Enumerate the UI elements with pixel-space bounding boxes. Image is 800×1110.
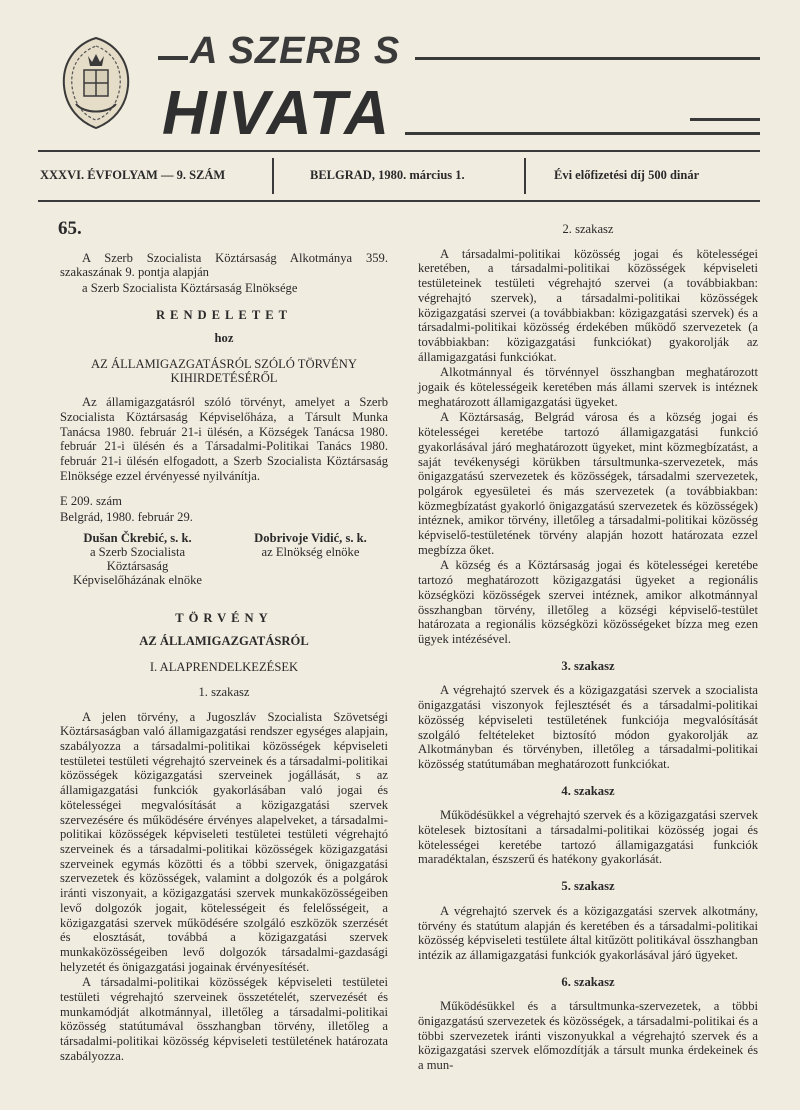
law-title: AZ ÁLLAMIGAZGATÁSRÓL [139, 633, 309, 648]
coat-of-arms-icon [58, 34, 134, 132]
section-4-heading: 4. szakasz [561, 783, 615, 798]
section-5-heading: 5. szakasz [561, 879, 615, 894]
section-2-paragraph-2: Alkotmánnyal és törvénnyel összhangban meghatározott jogaik és kötelességeik keretében más állami szervek is intéznek meghatározott államigazgatási ügyeket. [418, 365, 758, 409]
masthead-rule [405, 132, 760, 135]
section-1-paragraph-2: A társadalmi-politikai közösségek képviseleti testületei testületi végrehajtó szerveinek összetételét, szervezését és munkamódját alkotmánnyal, illetőleg a társadalmi-politikai közösség statútumával összhangban törvény, illetőleg a társadalmi-politikai közösség képviseleti testületének határozata szabályozza. [60, 975, 388, 1063]
section-3-paragraph-1: A végrehajtó szervek és a közigazgatási szervek a szocialista önigazgatási viszonyok fejlesztését és a társadalmi-politikai közösség képviseleti testületének funkciója megvalósítását szolgáló feltételeket biztosító módon gyakorolják az Alkotmányban és törvényben, illetőleg a társadalmi-politikai közösség statútumában meghatározott funkciókat. [418, 683, 758, 771]
signature-2-role: az Elnökség elnöke [261, 544, 360, 559]
signature-1-name: Dušan Čkrebić, s. k. [83, 530, 192, 545]
signature-1 [60, 531, 215, 587]
decree-heading: RENDELETET [155, 307, 293, 322]
section-4-paragraph-1: Működésükkel a végrehajtó szervek és a közigazgatási szervek kötelesek biztosítani a társadalmi-politikai közösség jogai és kötelességei keretébe tartozó államigazgatási funkciók maradéktalan, észszerű és hatékony gyakorlását. [418, 808, 758, 867]
decree-title: AZ ÁLLAMIGAZGATÁSRÓL SZÓLÓ TÖRVÉNY KIHIRDETÉSÉRŐL [91, 357, 357, 386]
reference-date: Belgrád, 1980. február 29. [60, 510, 193, 525]
law-heading: TÖRVÉNY [175, 610, 273, 625]
decree-number: 65. [58, 218, 82, 239]
decree-body: Az államigazgatásról szóló törvényt, amelyet a Szerb Szocialista Köztársaság Képviselőháza, a Társult Munka Tanácsa 1980. február 21-i ülésén, a Községek Tanácsa 1980. február 21-i ülésén és a Társadalmi-Politikai Tanács 1980. február 21-i ülésén elfogadott, a Szerb Szocialista Köztársaság Elnöksége ezzel érvényessé nyilvánítja. [60, 395, 388, 483]
section-1-paragraph-1: A jelen törvény, a Jugoszláv Szocialista Szövetségi Köztársaságban való államigazgatási rendszer egységes alapjain, szabályozza a társadalmi-politikai közösségek képviseleti testületei testületi végrehajtó szerveinek és a társadalmi-politikai közösségek közigazgatási szerveinek jogállását, s az államigazgatási funkciók gyakorlásában való jogai és kötelességei megvalósítását a közigazgatási szervek szervezésére és működésére érvényes alapelveket, a társadalmi-politikai közösségek képviseleti testületei testületi végrehajtó szerveinek és a társadalmi-politikai közösségek közigazgatási szerveinek egymás közötti és a többi szervek, önigazgatási szervezetek és közösségek, valamint a dolgozók és a polgárok iránti viszonyait, a közigazgatási szervek munkaközösségeiben levő dolgozók jogait, kötelességeit és felelősségeit, a közigazgatási szervek működésére szolgáló eszközök szerzését és elosztását, továbbá a közigazgatási szervek munkaközösségeiben levő dolgozók társadalmi-gazdasági helyzetét és önigazgatási jogainak érvényesítését. [60, 709, 388, 974]
section-5-paragraph-1: A végrehajtó szervek és a közigazgatási szervek alkotmány, törvény és statútum alapján és keretében és a társadalmi-politikai közösség képviseleti testülete által kitűzött politikával összhangban intézik az államigazgatási funkciók gyakorlásával járó ügyeket. [418, 903, 758, 962]
issue-volume: XXXVI. ÉVFOLYAM — 9. SZÁM [40, 168, 226, 182]
intro-issuer: a Szerb Szocialista Köztársaság Elnöksége [82, 281, 298, 296]
right-column [418, 220, 758, 1074]
section-2-heading: 2. szakasz [562, 222, 614, 236]
issue-place-date: BELGRAD, 1980. március 1. [310, 168, 465, 182]
left-column [60, 220, 388, 1065]
section-1-heading: 1. szakasz [198, 684, 250, 699]
masthead-title-line1: A SZERB S [190, 30, 401, 72]
signature-2-name: Dobrivoje Vidić, s. k. [254, 530, 367, 545]
section-6-heading: 6. szakasz [561, 974, 615, 989]
section-6-paragraph-1: Működésükkel és a társultmunka-szervezetek, a többi önigazgatású szervezetek és közösségek, a társadalmi-politikai és a többi szervezetek iránti viszonyukkal a végrehajtó szervek és a közigazgatási szervek előmozdítják a társult munka érdekeinek és a mun- [418, 999, 758, 1073]
info-separator [272, 158, 274, 194]
subscription-price: Évi előfizetési díj 500 dinár [554, 168, 700, 182]
info-separator [524, 158, 526, 194]
masthead-title-line2: HIVATA [162, 79, 391, 148]
section-2-paragraph-4: A község és a Köztársaság jogai és kötelességei keretébe tartozó meghatározott közigazgatási ügyeket a regionális községközi közösségek szervei intéznek, amikor alkotmánnyal összhangban törvény, illetőleg a községi képviselő-testület határozata a regionális községközi közösségeket bízza meg ezen ügyek intézésével. [418, 558, 758, 646]
intro-text: A Szerb Szocialista Köztársaság Alkotmánya 359. szakaszának 9. pontja alapján [60, 250, 388, 280]
masthead [0, 0, 800, 200]
masthead-rule [415, 57, 760, 60]
masthead-rule [690, 118, 760, 121]
masthead-rule [158, 56, 188, 60]
section-3-heading: 3. szakasz [561, 658, 615, 673]
section-2-paragraph-3: A Köztársaság, Belgrád városa és a község jogai és kötelességei keretébe tartozó államigazgatási funkció gyakorlásával járó meghatározott ügyeket, mint közmegbízatást, a saját tevékenységi körükben társultmunka-szervezetek, más önigazgatású szervezetek és közösségek, társadalmi szervezetek, polgárok egyesületei és más szervezetek (a továbbiakban: közmegbízatást gyakorló önigazgatású szervezetek és közösségek) intéznek, amikor törvény, illetőleg a társadalmi-politikai közösség képviselő-testületének törvény alapján hozott határozata ezzel megbízza őket. [418, 410, 758, 557]
signature-2 [233, 531, 388, 587]
signature-1-role: a Szerb Szocialista Köztársaság Képviselőházának elnöke [72, 544, 203, 587]
signatures [60, 531, 388, 587]
section-2-paragraph-1: A társadalmi-politikai közösség jogai és kötelességei keretében, a társadalmi-politikai közösségek képviseleti testületeinek testületi végrehajtó szervei (a továbbiakban: végrehajtó szervek), a társadalmi-politikai közösségek közigazgatási szervei (a továbbiakban: közigazgatási szervek) és a társadalmi-politikai közösség érdekében működő szervezetek (a továbbiakban: közigazgatási funkciókat) gyakorolják az államigazgatási funkciókat. [418, 246, 758, 364]
decree-hoz: hoz [214, 330, 234, 345]
chapter-heading: I. ALAPRENDELKEZÉSEK [149, 660, 299, 675]
reference-number: E 209. szám [60, 494, 122, 509]
issue-info-bar [38, 150, 760, 202]
